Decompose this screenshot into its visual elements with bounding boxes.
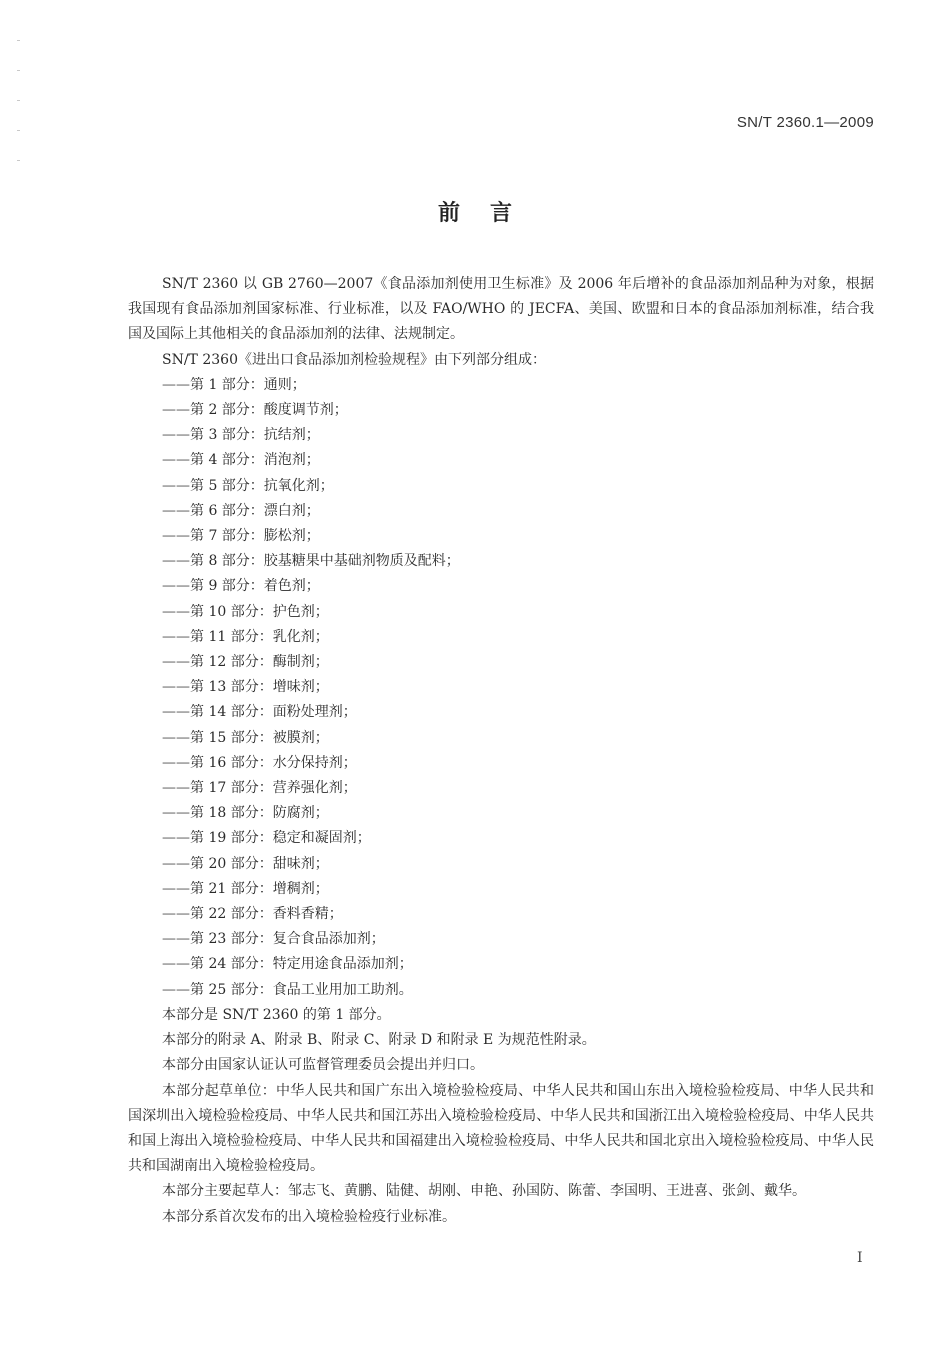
list-dash: —— (162, 502, 190, 519)
list-item (128, 373, 874, 398)
list-item (128, 751, 874, 776)
list-item-text: 第 5 部分：抗氧化剂； (190, 477, 334, 494)
list-dash: —— (162, 729, 190, 746)
list-item-text: 第 4 部分：消泡剂； (190, 452, 320, 469)
list-item (128, 877, 874, 902)
list-dash: —— (162, 528, 190, 545)
list-dash: —— (162, 880, 190, 897)
list-item-text: 第 17 部分：营养强化剂； (190, 780, 357, 797)
list-item-text: 第 10 部分：护色剂； (190, 603, 329, 620)
list-item-text: 第 12 部分：酶制剂； (190, 654, 329, 671)
list-item-text: 第 13 部分：增味剂； (190, 679, 329, 696)
list-dash: —— (162, 654, 190, 671)
drafting-organizations: 本部分起草单位：中华人民共和国广东出入境检验检疫局、中华人民共和国山东出入境检验检疫局、中华人民共和国深圳出入境检验检疫局、中华人民共和国江苏出入境检验检疫局、中华人民共和国浙江出入境检验检疫局、中华人民共和国上海出入境检验检疫局、中华人民共和国福建出入境检验检疫局、中华人民共和国北京出入境检验检疫局、中华人民共和国湖南出入境检验检疫局。 (128, 1082, 874, 1175)
first-release-statement: 本部分系首次发布的出入境检验检疫行业标准。 (162, 1208, 456, 1225)
annex-statement: 本部分的附录 A、附录 B、附录 C、附录 D 和附录 E 为规范性附录。 (162, 1032, 596, 1049)
list-item-text: 第 23 部分：复合食品添加剂； (190, 931, 385, 948)
parts-list (128, 373, 874, 1003)
list-item (128, 499, 874, 524)
list-item (128, 726, 874, 751)
list-item (128, 574, 874, 599)
list-item-text: 第 3 部分：抗结剂； (190, 427, 320, 444)
list-item-text: 第 14 部分：面粉处理剂； (190, 704, 357, 721)
list-dash: —— (162, 402, 190, 419)
part-statement: 本部分是 SN/T 2360 的第 1 部分。 (162, 1006, 391, 1023)
list-item (128, 675, 874, 700)
parts-intro-paragraph: SN/T 2360《进出口食品添加剂检验规程》由下列部分组成： (162, 351, 546, 368)
document-body (128, 272, 874, 1230)
binding-margin-marks (17, 40, 21, 190)
list-item (128, 448, 874, 473)
list-dash: —— (162, 956, 190, 973)
list-item-text: 第 18 部分：防腐剂； (190, 805, 329, 822)
list-item-text: 第 15 部分：被膜剂； (190, 729, 329, 746)
list-item (128, 978, 874, 1003)
standard-number: SN/T 2360.1—2009 (736, 114, 874, 131)
list-item (128, 826, 874, 851)
list-item-text: 第 16 部分：水分保持剂； (190, 754, 357, 771)
list-item (128, 852, 874, 877)
list-dash: —— (162, 780, 190, 797)
list-item (128, 625, 874, 650)
list-dash: —— (162, 931, 190, 948)
list-item-text: 第 8 部分：胶基糖果中基础剂物质及配料； (190, 553, 460, 570)
page-title: 前言 (437, 201, 542, 226)
list-dash: —— (162, 477, 190, 494)
list-dash: —— (162, 452, 190, 469)
list-dash: —— (162, 830, 190, 847)
list-dash: —— (162, 906, 190, 923)
list-dash: —— (162, 628, 190, 645)
list-item-text: 第 25 部分：食品工业用加工助剂。 (190, 981, 413, 998)
list-item-text: 第 7 部分：膨松剂； (190, 528, 320, 545)
list-item (128, 549, 874, 574)
list-dash: —— (162, 679, 190, 696)
list-item (128, 524, 874, 549)
list-item-text: 第 9 部分：着色剂； (190, 578, 320, 595)
list-item (128, 927, 874, 952)
list-item (128, 776, 874, 801)
drafters: 本部分主要起草人：邹志飞、黄鹏、陆健、胡刚、申艳、孙国防、陈蕾、李国明、王进喜、张剑、戴华。 (162, 1183, 806, 1200)
list-dash: —— (162, 754, 190, 771)
list-item-text: 第 11 部分：乳化剂； (190, 628, 329, 645)
list-item (128, 650, 874, 675)
list-item (128, 600, 874, 625)
list-dash: —— (162, 981, 190, 998)
list-item-text: 第 22 部分：香料香精； (190, 906, 343, 923)
list-item (128, 952, 874, 977)
list-dash: —— (162, 376, 190, 393)
list-item-text: 第 20 部分：甜味剂； (190, 855, 329, 872)
list-dash: —— (162, 578, 190, 595)
list-item-text: 第 6 部分：漂白剂； (190, 502, 320, 519)
list-item-text: 第 1 部分：通则； (190, 376, 306, 393)
list-dash: —— (162, 603, 190, 620)
list-dash: —— (162, 553, 190, 570)
list-item (128, 902, 874, 927)
page-number: I (857, 1250, 863, 1266)
list-item (128, 474, 874, 499)
list-item (128, 398, 874, 423)
proposer-statement: 本部分由国家认证认可监督管理委员会提出并归口。 (162, 1057, 484, 1074)
list-item (128, 423, 874, 448)
intro-paragraph: SN/T 2360 以 GB 2760—2007《食品添加剂使用卫生标准》及 2006 年后增补的食品添加剂品种为对象，根据我国现有食品添加剂国家标准、行业标准，以及 FAO/WHO 的 JECFA、美国、欧盟和日本的食品添加剂标准，结合我国及国际上其他相关的食品添加剂的法律、法规制定。 (128, 276, 874, 343)
list-item-text: 第 21 部分：增稠剂； (190, 880, 329, 897)
list-item-text: 第 2 部分：酸度调节剂； (190, 402, 348, 419)
list-dash: —— (162, 855, 190, 872)
list-item (128, 801, 874, 826)
list-dash: —— (162, 427, 190, 444)
list-item (128, 700, 874, 725)
list-dash: —— (162, 704, 190, 721)
list-dash: —— (162, 805, 190, 822)
list-item-text: 第 24 部分：特定用途食品添加剂； (190, 956, 413, 973)
list-item-text: 第 19 部分：稳定和凝固剂； (190, 830, 371, 847)
